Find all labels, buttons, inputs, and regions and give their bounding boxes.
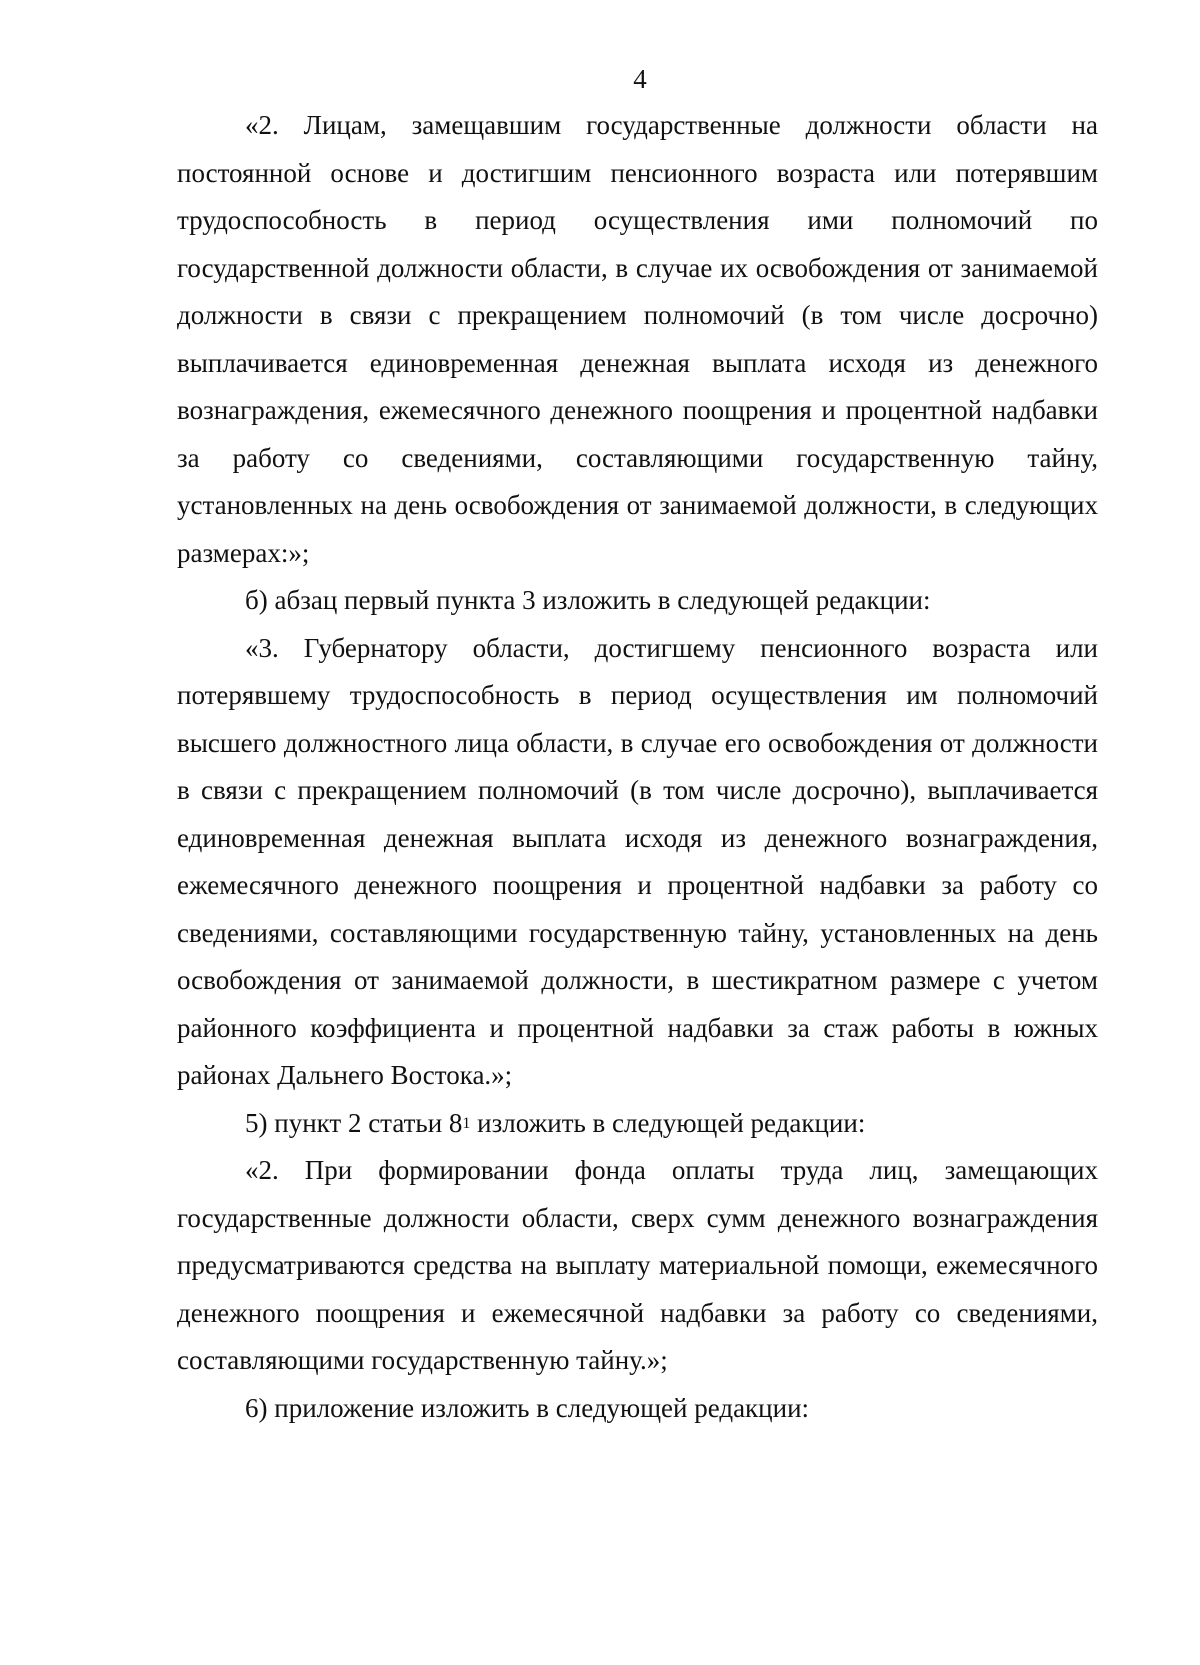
paragraph-item-b: б) абзац первый пункта 3 изложить в следующей редакции: bbox=[245, 585, 931, 615]
paragraph-clause-3-quote: «3. Губернатору области, достигшему пенсионного возраста или потерявшему трудоспособность в период осуществления им полномочий высшего должностного лица области, в случае его освобождения от должности в связи с прекращением полномочий (в том числе досрочно), выплачивается единовременная денежная выплата исходя из денежного вознаграждения, ежемесячного денежного поощрения и процентной надбавки за работу со сведениями, составляющими государственную тайну, установленных на день освобождения от занимаемой должности, в шестикратном размере с учетом районного коэффициента и процентной надбавки за стаж работы в южных районах Дальнего Востока.»; bbox=[177, 632, 1098, 1090]
article-superscript: 1 bbox=[462, 1114, 471, 1132]
page-number: 4 bbox=[633, 64, 647, 94]
paragraph-item-5-text-end: изложить в следующей редакции: bbox=[470, 1107, 866, 1138]
paragraph-clause-2-quote: «2. Лицам, замещавшим государственные должности области на постоянной основе и достигшим пенсионного возраста или потерявшим трудоспособность в период осуществления ими полномочий по государственной должности области, в случае их освобождения от занимаемой должности в связи с прекращением полномочий (в том числе досрочно) выплачивается единовременная денежная выплата исходя из денежного вознаграждения, ежемесячного денежного поощрения и процентной надбавки за работу со сведениями, составляющими государственную тайну, установленных на день освобождения от занимаемой должности, в следующих размерах:»; bbox=[177, 110, 1098, 568]
paragraph-item-5 bbox=[177, 1100, 1098, 1148]
paragraph-item-5-text: 5) пункт 2 статьи 8 bbox=[245, 1107, 463, 1138]
paragraph-clause-2-fund-quote: «2. При формировании фонда оплаты труда лиц, замещающих государственные должности области, сверх сумм денежного вознаграждения предусматриваются средства на выплату материальной помощи, ежемесячного денежного поощрения и ежемесячной надбавки за работу со сведениями, составляющими государственную тайну.»; bbox=[177, 1155, 1098, 1375]
paragraph-item-6: 6) приложение изложить в следующей редакции: bbox=[245, 1392, 810, 1423]
document-body bbox=[177, 102, 1098, 1432]
